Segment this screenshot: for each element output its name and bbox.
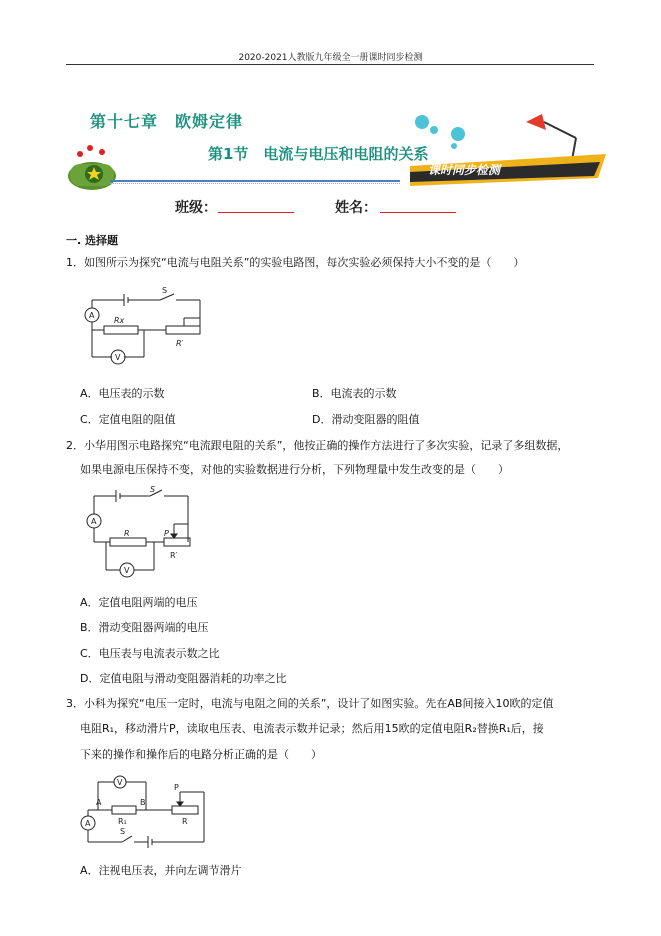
- question-2-line-2: 如果电源电压保持不变，对他的实验数据进行分析，下列物理量中发生改变的是（ ）: [80, 463, 509, 476]
- q1-option-c[interactable]: C．定值电阻的阻值: [80, 413, 176, 426]
- q1-option-d[interactable]: D．滑动变阻器的阻值: [312, 413, 420, 426]
- star-badge-icon: [64, 140, 120, 192]
- page-header: 2020-2021人教版九年级全一册课时同步检测: [238, 53, 423, 63]
- q1-circuit-diagram: [80, 282, 220, 372]
- question-3-line-1: 3．小科为探究“电压一定时，电流与电阻之间的关系”，设计了如图实验。先在AB间接入10欧的定值: [66, 697, 554, 710]
- q3-point-a-label: A: [96, 798, 102, 807]
- q3-resistor-label: R₁: [118, 817, 127, 826]
- name-label: 姓名：: [335, 200, 377, 216]
- q1-option-a[interactable]: A．电压表的示数: [80, 387, 165, 400]
- question-1-text: 1．如图所示为探究“电流与电阻关系”的实验电路图，每次实验必须保持大小不变的是（ ）: [66, 256, 525, 269]
- q3-slider-label: P: [174, 783, 179, 792]
- q1-option-b[interactable]: B．电流表的示数: [312, 387, 397, 400]
- q1-voltmeter-label: V: [115, 353, 121, 362]
- class-label: 班级：: [175, 200, 217, 216]
- q1-rheostat-label: R′: [176, 339, 184, 348]
- q2-switch-label: S: [150, 485, 156, 494]
- q3-rheostat-label: R: [182, 817, 188, 826]
- chapter-title: 第十七章 欧姆定律: [90, 112, 244, 131]
- question-3-line-2: 电阻R₁，移动滑片P，读取电压表、电流表示数并记录；然后用15欧的定值电阻R₂替换R₁后，接: [80, 722, 544, 735]
- class-blank[interactable]: [218, 212, 294, 213]
- q2-option-d[interactable]: D．定值电阻与滑动变阻器消耗的功率之比: [80, 672, 287, 685]
- banner-rule: [110, 180, 400, 182]
- badge-text: 课时同步检测: [428, 163, 501, 177]
- section-title: 第1节 电流与电压和电阻的关系: [208, 145, 429, 163]
- header-rule: [66, 64, 594, 65]
- q1-switch-label: S: [162, 286, 168, 295]
- q2-voltmeter-label: V: [124, 566, 130, 575]
- section-heading: 一. 选择题: [66, 234, 119, 247]
- q2-ammeter-label: A: [91, 517, 97, 526]
- banner-dotted-rule: [110, 183, 400, 184]
- q3-ammeter-label: A: [85, 819, 91, 828]
- question-2-line-1: 2．小华用图示电路探究“电流跟电阻的关系”，他按正确的操作方法进行了多次实验，记录了多组数据，: [66, 439, 569, 452]
- q3-option-a[interactable]: A．注视电压表，并向左调节滑片: [80, 864, 242, 877]
- q3-voltmeter-label: V: [117, 778, 123, 787]
- q2-option-a[interactable]: A．定值电阻两端的电压: [80, 596, 198, 609]
- q1-ammeter-label: A: [89, 311, 95, 320]
- q2-resistor-label: R: [124, 529, 130, 538]
- q3-point-b-label: B: [140, 798, 146, 807]
- q1-resistor-label: Rx: [114, 316, 125, 325]
- q2-option-b[interactable]: B．滑动变阻器两端的电压: [80, 621, 209, 634]
- q2-option-c[interactable]: C．电压表与电流表示数之比: [80, 647, 220, 660]
- question-3-line-3: 下来的操作和操作后的电路分析正确的是（ ）: [80, 748, 322, 761]
- q2-circuit-diagram: [80, 484, 210, 584]
- q3-circuit-diagram: [80, 770, 220, 854]
- name-blank[interactable]: [380, 212, 456, 213]
- q2-rheostat-label: R′: [170, 551, 178, 560]
- q3-switch-label: S: [120, 827, 126, 836]
- q2-slider-label: P: [164, 529, 169, 538]
